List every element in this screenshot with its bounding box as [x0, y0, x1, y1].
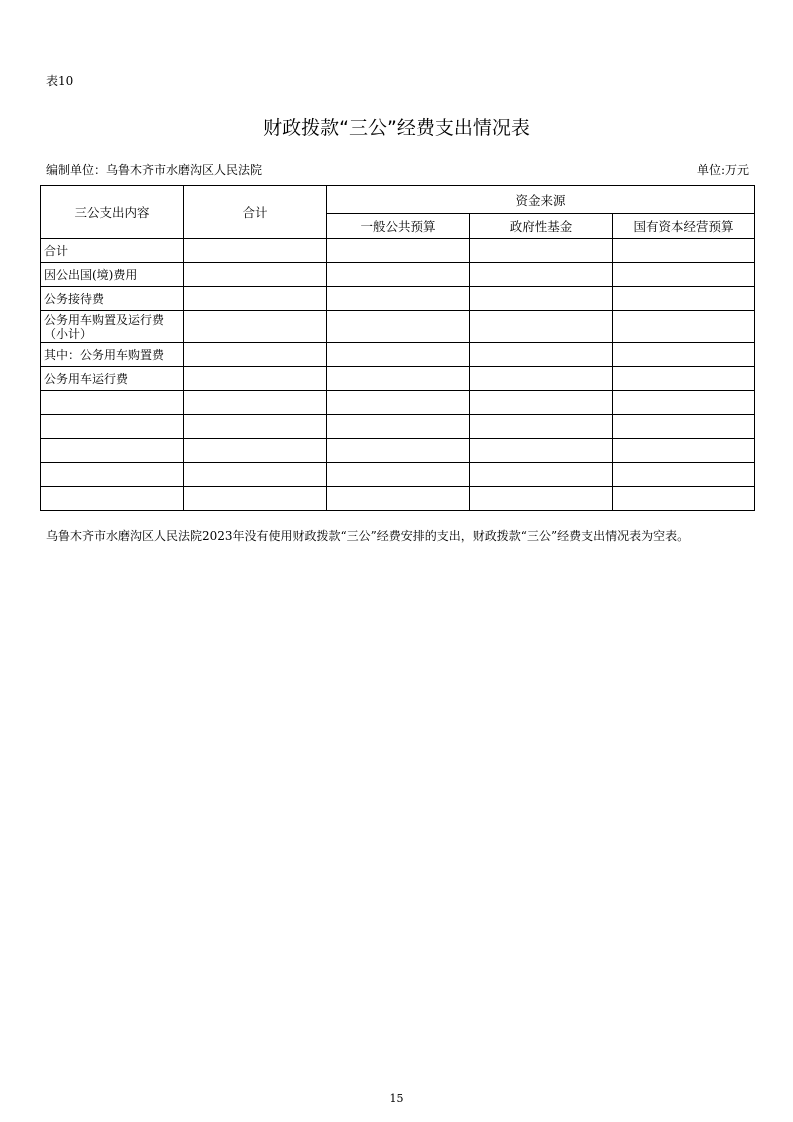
cell — [470, 263, 613, 287]
row-label — [41, 439, 184, 463]
cell — [470, 415, 613, 439]
explanatory-note: 乌鲁木齐市水磨沟区人民法院2023年没有使用财政拨款“三公”经费安排的支出，财政拨款“三公”经费支出情况表为空表。 — [46, 529, 690, 543]
cell — [613, 463, 755, 487]
table-row — [41, 439, 755, 463]
table-row — [41, 463, 755, 487]
cell — [327, 343, 470, 367]
table-row — [41, 263, 755, 287]
table-row — [41, 367, 755, 391]
page-title: 财政拨款“三公”经费支出情况表 — [263, 117, 530, 139]
row-label — [41, 463, 184, 487]
header-general-budget: 一般公共预算 — [327, 214, 470, 239]
cell — [613, 415, 755, 439]
row-label — [41, 391, 184, 415]
cell — [327, 287, 470, 311]
table-number: 表10 — [46, 74, 74, 88]
header-fund-source: 资金来源 — [327, 186, 755, 214]
cell — [613, 263, 755, 287]
cell — [470, 439, 613, 463]
cell — [613, 287, 755, 311]
row-label: 公务用车购置及运行费（小计） — [41, 311, 184, 343]
row-label — [41, 487, 184, 511]
cell — [184, 367, 327, 391]
header-item: 三公支出内容 — [41, 186, 184, 239]
table-row — [41, 415, 755, 439]
row-label: 公务用车运行费 — [41, 367, 184, 391]
cell — [613, 311, 755, 343]
cell — [613, 239, 755, 263]
cell — [184, 263, 327, 287]
three-public-expenses-table — [40, 185, 755, 511]
cell — [184, 287, 327, 311]
table-row — [41, 287, 755, 311]
cell — [613, 343, 755, 367]
header-government-fund: 政府性基金 — [470, 214, 613, 239]
cell — [470, 487, 613, 511]
table-row — [41, 343, 755, 367]
cell — [613, 367, 755, 391]
cell — [184, 415, 327, 439]
row-label: 公务接待费 — [41, 287, 184, 311]
cell — [327, 487, 470, 511]
cell — [184, 343, 327, 367]
cell — [327, 439, 470, 463]
compiling-unit: 编制单位：乌鲁木齐市水磨沟区人民法院 — [46, 163, 263, 177]
cell — [470, 311, 613, 343]
cell — [184, 311, 327, 343]
cell — [470, 343, 613, 367]
row-label — [41, 415, 184, 439]
header-total: 合计 — [184, 186, 327, 239]
cell — [327, 239, 470, 263]
cell — [327, 391, 470, 415]
cell — [327, 367, 470, 391]
cell — [613, 439, 755, 463]
table-row — [41, 239, 755, 263]
cell — [470, 463, 613, 487]
cell — [184, 391, 327, 415]
cell — [184, 239, 327, 263]
cell — [184, 439, 327, 463]
cell — [327, 463, 470, 487]
cell — [613, 391, 755, 415]
cell — [327, 415, 470, 439]
row-label: 合计 — [41, 239, 184, 263]
cell — [613, 487, 755, 511]
currency-unit: 单位:万元 — [696, 163, 749, 177]
cell — [327, 263, 470, 287]
cell — [470, 287, 613, 311]
cell — [184, 487, 327, 511]
page-number: 15 — [389, 1092, 404, 1105]
cell — [470, 367, 613, 391]
row-label: 其中：公务用车购置费 — [41, 343, 184, 367]
row-label: 因公出国(境)费用 — [41, 263, 184, 287]
table-row — [41, 311, 755, 343]
cell — [327, 311, 470, 343]
table-row — [41, 487, 755, 511]
cell — [184, 463, 327, 487]
table-row — [41, 391, 755, 415]
cell — [470, 391, 613, 415]
header-state-capital-budget: 国有资本经营预算 — [613, 214, 755, 239]
cell — [470, 239, 613, 263]
